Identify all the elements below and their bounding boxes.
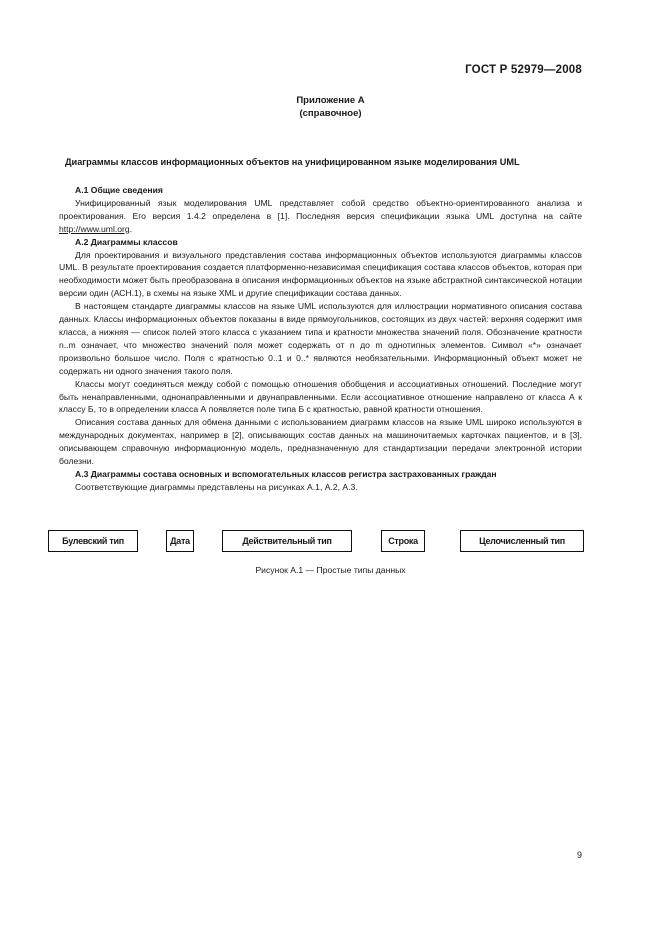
paragraph-a2-4: Описания состава данных для обмена данными с использованием диаграмм классов на языке UML широко используются в международных документах, например в [2], описывающих состав данных на машиночитаемых карточках пациентов, и в [3], описывающем справочную информационную модель, предназначенную для стандартизации передачи электронной истории болезни. — [59, 417, 582, 467]
body-text — [59, 184, 582, 494]
type-box-real: Действительный тип — [222, 530, 352, 552]
type-box-boolean: Булевский тип — [48, 530, 138, 552]
paragraph-a2-2: В настоящем стандарте диаграммы классов на языке UML используются для иллюстрации нормативного описания состава данных. Классы информационных объектов показаны в виде прямоугольников, состоящих из двух частей: верхняя содержит имя класса, а нижняя — список полей этого класса с указанием типа и кратности множества значений поля. Обозначение кратности n..m означает, что множество значений поля может содержать от n до m однотипных элементов. Символ «*» означает произвольно большое число. Поля с кратностью 0..1 и 0..* являются необязательными. Информационный объект может не содержать ни одного значения такого поля. — [59, 301, 582, 376]
paragraph-a1-text: Унифицированный язык моделирования UML представляет собой средство объектно-ориентированного анализа и проектирования. Его версия 1.4.2 определена в [1]. Последняя версия спецификации языка UML доступна на сайте — [59, 197, 582, 221]
paragraph-a2-3: Классы могут соединяться между собой с помощью отношения обобщения и ассоциативных отношений. Последние могут быть ненаправленными, однонаправленными и двунаправленными. Если ассоциативное отношение направлено от класса А к классу Б, то в определении класса А появляется поле типа Б с кратностью, равной кратности отношения. — [59, 378, 582, 415]
type-box-integer: Целочисленный тип — [460, 530, 584, 552]
paragraph-a1 — [59, 197, 582, 236]
type-box-date: Дата — [166, 530, 194, 552]
paragraph-a2-1: Для проектирования и визуального представления состава информационных объектов используются диаграммы классов UML. В результате проектирования создается платформенно-независимая спецификация состава классов объектов, которая при необходимости может быть преобразована в описания информационных объектов на языке абстрактной синтаксической нотации версии один (АСН.1), в схемы на языке XML и другие спецификации состава данных. — [59, 249, 582, 299]
paragraph-a3: Соответствующие диаграммы представлены на рисунках А.1, А.2, А.3. — [75, 481, 358, 492]
type-box-string: Строка — [381, 530, 425, 552]
heading-a2: А.2 Диаграммы классов — [75, 236, 178, 247]
section-title: Диаграммы классов информационных объектов на унифицированном языке моделирования UML — [65, 157, 520, 167]
heading-a3: А.3 Диаграммы состава основных и вспомогательных классов регистра застрахованных граждан — [75, 468, 497, 479]
uml-site-link[interactable]: http://www.uml.org — [59, 223, 130, 234]
appendix-subtitle: (справочное) — [299, 108, 362, 119]
appendix-title: Приложение А — [296, 95, 365, 106]
document-code: ГОСТ Р 52979—2008 — [465, 64, 582, 76]
figure-caption: Рисунок А.1 — Простые типы данных — [255, 565, 406, 575]
heading-a1: А.1 Общие сведения — [75, 185, 163, 195]
page-number: 9 — [576, 850, 582, 860]
paragraph-a1-end: . — [129, 223, 133, 234]
